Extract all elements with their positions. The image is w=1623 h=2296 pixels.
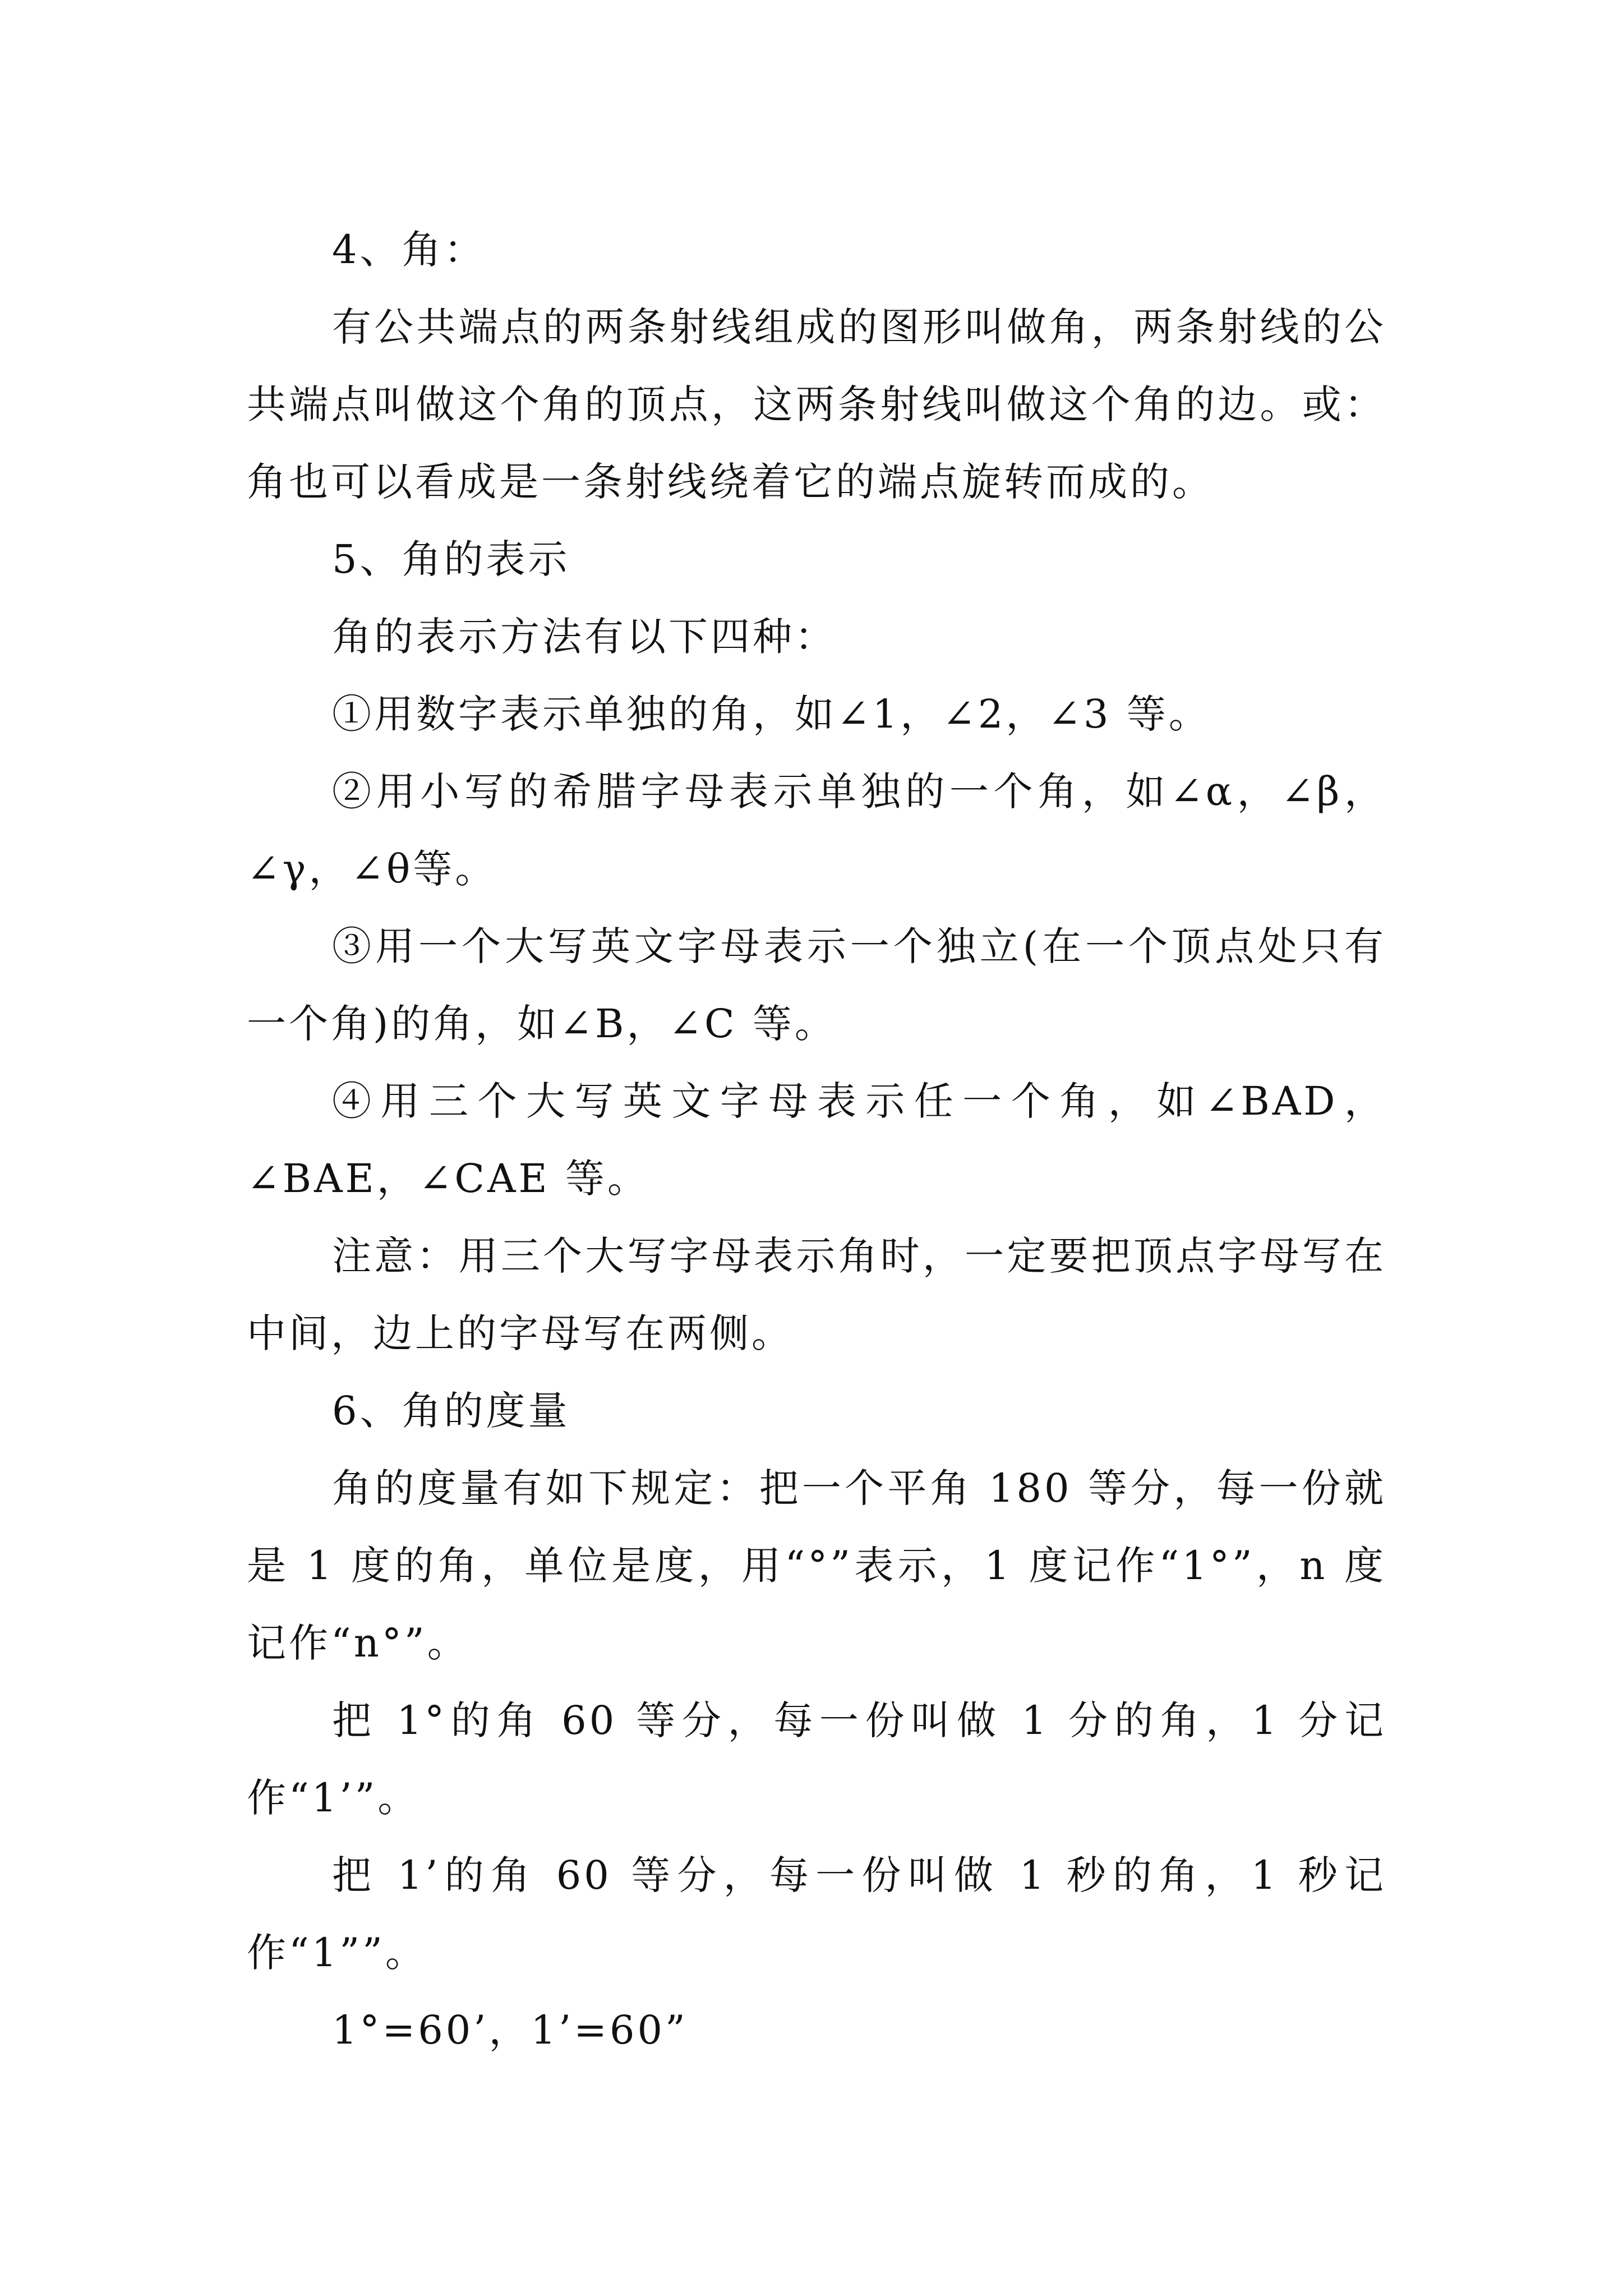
notation-method-4: ④用三个大写英文字母表示任一个角，如∠BAD，∠BAE，∠CAE 等。 <box>247 1078 1386 1202</box>
section-heading-angle: 4、角： <box>332 227 486 273</box>
angle-definition-paragraph: 有公共端点的两条射线组成的图形叫做角，两条射线的公共端点叫做这个角的顶点，这两条射线叫做这个角的边。或：角也可以看成是一条射线绕着它的端点旋转而成的。 <box>247 304 1386 505</box>
notation-note-paragraph: 注意：用三个大写字母表示角时，一定要把顶点字母写在中间，边上的字母写在两侧。 <box>247 1233 1386 1356</box>
notation-method-2: ②用小写的希腊字母表示单独的一个角，如∠α，∠β，∠γ，∠θ等。 <box>247 769 1386 892</box>
notation-intro-paragraph: 角的表示方法有以下四种： <box>332 614 837 660</box>
notation-method-3: ③用一个大写英文字母表示一个独立(在一个顶点处只有一个角)的角，如∠B，∠C 等。 <box>247 923 1386 1047</box>
document-body <box>247 211 1386 2069</box>
second-definition-paragraph: 把 1’的角 60 等分，每一份叫做 1 秒的角，1 秒记作“1””。 <box>247 1852 1386 1976</box>
unit-conversion-formula: 1°=60’，1’=60” <box>332 2007 688 2053</box>
section-heading-angle-measure: 6、角的度量 <box>332 1388 570 1434</box>
minute-definition-paragraph: 把 1°的角 60 等分，每一份叫做 1 分的角，1 分记作“1’”。 <box>247 1697 1386 1821</box>
section-heading-angle-notation: 5、角的表示 <box>332 536 570 582</box>
notation-method-1: ①用数字表示单独的角，如∠1，∠2，∠3 等。 <box>332 691 1211 737</box>
degree-definition-paragraph: 角的度量有如下规定：把一个平角 180 等分，每一份就是 1 度的角，单位是度，用“°”表示，1 度记作“1°”，n 度记作“n°”。 <box>247 1465 1386 1666</box>
